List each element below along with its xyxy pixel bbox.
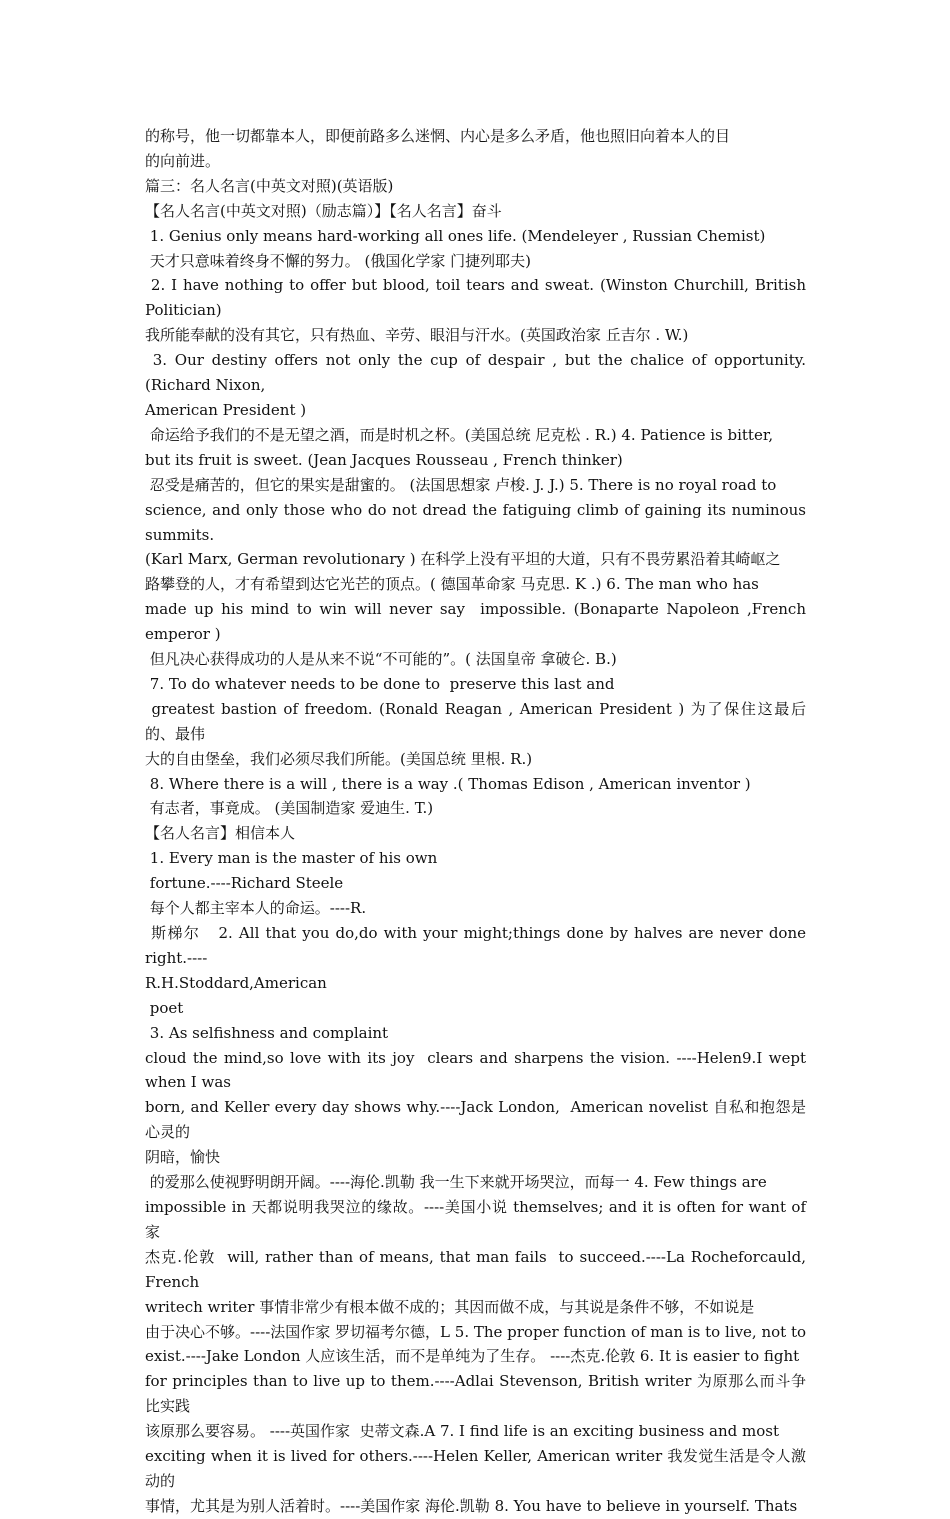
text-line: but its fruit is sweet. (Jean Jacques Rousseau , French thinker)	[145, 450, 623, 469]
text-line: born, and Keller every day shows why.----Jack London, American novelist 自私和抱怨是心灵的	[145, 1098, 806, 1142]
text-line: 天才只意味着终身不懈的努力。 (俄国化学家 门捷列耶夫)	[145, 251, 532, 270]
text-line: 我所能奉献的没有其它，只有热血、辛劳、眼泪与汗水。(英国政治家 丘吉尔 . W.)	[145, 326, 689, 345]
text-line: fortune.----Richard Steele	[145, 874, 344, 893]
text-line: 斯梯尔 2. All that you do,do with your might;things done by halves are never done right.----	[145, 924, 811, 967]
text-line: 阴暗，愉快	[145, 1148, 221, 1167]
text-line: greatest bastion of freedom. (Ronald Reagan , American President ) 为了保住这最后的、最伟	[145, 699, 806, 743]
text-line: 但凡决心获得成功的人是从来不说“不可能的”。( 法国皇帝 拿破仑. B.)	[145, 650, 617, 669]
text-line: 篇三：名人名言(中英文对照)(英语版)	[145, 176, 394, 195]
text-line: poet	[145, 998, 184, 1017]
document-page	[145, 124, 811, 1519]
text-line: 该原那么要容易。 ----英国作家 史蒂文森.A 7. I find life is an exciting business and most	[145, 1422, 779, 1441]
text-line: 杰克.伦敦 will, rather than of means, that man fails to succeed.----La Rocheforcauld, French	[145, 1247, 811, 1291]
text-line: cloud the mind,so love with its joy clears and sharpens the vision. ----Helen9.I wept when I was	[145, 1048, 811, 1092]
text-line: impossible in 天都说明我哭泣的缘故。----美国小说 themselves; and it is often for want of 家	[145, 1197, 811, 1241]
text-line: 2. I have nothing to offer but blood, toil tears and sweat. (Winston Churchill, British Politician)	[145, 276, 811, 320]
text-line: 【名人名言(中英文对照)（励志篇）】【名人名言】奋斗	[145, 201, 502, 220]
text-line: exciting when it is lived for others.----Helen Keller, American writer 我发觉生活是令人激动的	[145, 1447, 806, 1490]
text-line: 1. Genius only means hard-working all ones life. (Mendeleyer , Russian Chemist)	[145, 226, 766, 245]
text-line: science, and only those who do not dread the fatiguing climb of gaining its numinous summits.	[145, 500, 811, 544]
text-line: 大的自由堡垒，我们必须尽我们所能。(美国总统 里根. R.)	[145, 749, 533, 768]
text-line: 7. To do whatever needs to be done to preserve this last and	[145, 674, 615, 693]
text-line: R.H.Stoddard,American	[145, 973, 327, 992]
text-line: 事情，尤其是为别人活着时。----美国作家 海伦.凯勒 8. You have to believe in yourself. Thats	[145, 1496, 798, 1515]
text-line: exist.----Jake London 人应该生活，而不是单纯为了生存。 ----杰克.伦敦 6. It is easier to fight	[145, 1347, 800, 1366]
text-line: American President )	[145, 400, 307, 419]
text-line: 有志者，事竟成。 (美国制造家 爱迪生. T.)	[145, 799, 434, 818]
text-line: 【名人名言】相信本人	[145, 824, 296, 843]
text-line: 由于决心不够。----法国作家 罗切福考尔德，L 5. The proper function of man is to live, not to	[145, 1322, 807, 1341]
text-line: made up his mind to win will never say impossible. (Bonaparte Napoleon ,French emperor )	[145, 600, 811, 644]
text-line: for principles than to live up to them.----Adlai Stevenson, British writer 为原那么而斗争比实践	[145, 1372, 806, 1416]
text-line: 8. Where there is a will , there is a way .( Thomas Edison , American inventor )	[145, 774, 751, 793]
text-line: 1. Every man is the master of his own	[145, 849, 438, 868]
document-body	[145, 124, 811, 1519]
text-line: 3. As selfishness and complaint	[145, 1023, 389, 1042]
text-line: 忍受是痛苦的，但它的果实是甜蜜的。 (法国思想家 卢梭. J. J.) 5. There is no royal road to	[145, 475, 777, 494]
text-line: 路攀登的人，才有希望到达它光芒的顶点。( 德国革命家 马克思. K .) 6. The man who has	[145, 575, 759, 594]
text-line: 的爱那么使视野明朗开阔。----海伦.凯勒 我一生下来就开场哭泣，而每一 4. Few things are	[145, 1173, 767, 1192]
text-line: writech writer 事情非常少有根本做不成的；其因而做不成，与其说是条件不够，不如说是	[145, 1297, 755, 1316]
text-line: (Karl Marx, German revolutionary ) 在科学上没有平坦的大道，只有不畏劳累沿着其崎岖之	[145, 550, 781, 569]
text-line: 每个人都主宰本人的命运。----R.	[145, 899, 367, 918]
text-line: 3. Our destiny offers not only the cup of despair , but the chalice of opportunity.(Richard Nixon,	[145, 351, 806, 395]
text-line: 命运给予我们的不是无望之酒，而是时机之杯。(美国总统 尼克松 . R.) 4. Patience is bitter,	[145, 425, 774, 444]
text-line: 的向前进。	[145, 151, 221, 170]
text-line: 的称号，他一切都靠本人，即便前路多么迷惘、内心是多么矛盾，他也照旧向着本人的目	[145, 127, 731, 145]
